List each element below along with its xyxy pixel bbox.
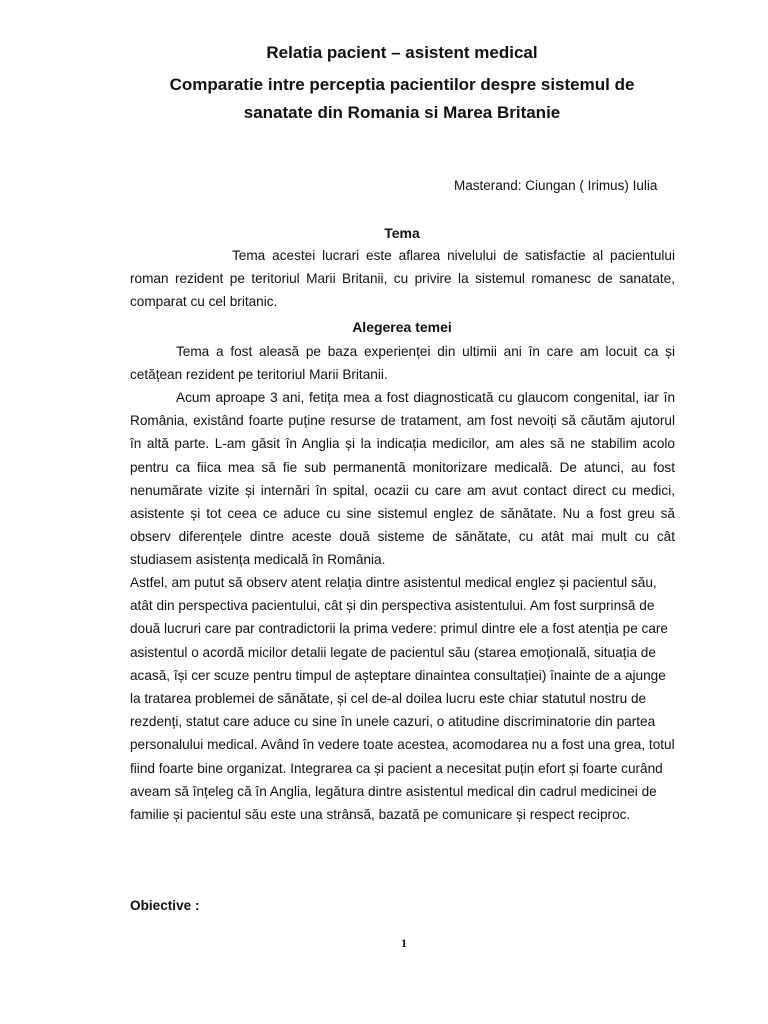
paragraph-alegerea-2: Acum aproape 3 ani, fetița mea a fost diagnosticată cu glaucom congenital, iar în România, existând foarte puține resurse de tratament, am fost nevoiți să căutăm ajutorul în altă parte. L-am găsit în Anglia și la indicația medicilor, am ales să ne stabilim acolo pentru ca fiica mea să fie sub permanentă monitorizare medicală. De atunci, au fost nenumărate vizite și internări în spital, ocazii cu care am avut contact direct cu medici, asistente și tot ceea ce aduce cu sine sistemul englez de sănătate. Nu a fost greu să observ diferențele dintre aceste două sisteme de sănătate, cu atât mai mult cu cât studiasem asistența medicală în România. [130, 390, 675, 568]
paragraph-alegerea-3: Astfel, am putut să observ atent relația dintre asistentul medical englez și pacientul său, atât din perspectiva pacientului, cât și din perspectiva asistentului. Am fost surprinsă de două lucruri care par contradictorii la prima vedere: primul dintre ele a fost atenția pe care asistentul o acordă micilor detalii legate de pacientul său (starea emoțională, situația de acasă, își cer scuze pentru timpul de așteptare dinaintea consultației) înainte de a ajunge la tratarea problemei de sănătate, și cel de-al doilea lucru este chiar statutul nostru de rezdenți, statut care aduce cu sine în unele cazuri, o atitudine discriminatorie din partea personalului medical. Având în vedere toate acestea, acomodarea nu a fost una grea, totul fiind foarte bine organizat. Integrarea ca și pacient a necesitat puțin efort și foarte curând aveam să înțeleg că în Anglia, legătura dintre asistentul medical din cadrul medicinei de familie și pacientul său este una strânsă, bazată pe comunicare și respect reciproc. [130, 575, 675, 823]
paragraph-tema: Tema acestei lucrari este aflarea nivelului de satisfactie al pacientului roman rezident pe teritoriul Marii Britanii, cu privire la sistemul romanesc de sanatate, comparat cu cel britanic. [130, 248, 675, 310]
section-heading-alegerea-temei: Alegerea temei [352, 319, 452, 335]
author-line: Masterand: Ciungan ( Irimus) Iulia [454, 178, 658, 193]
document-title-line-2: Comparatie intre perceptia pacientilor despre sistemul de [169, 75, 635, 94]
page-number: 1 [401, 936, 407, 950]
section-heading-obiective: Obiective : [130, 898, 200, 913]
section-heading-tema: Tema [384, 225, 420, 241]
document-title-line-3: sanatate din Romania si Marea Britanie [243, 103, 561, 122]
document-title-line-1: Relatia pacient – asistent medical [266, 43, 538, 62]
paragraph-alegerea-1: Tema a fost aleasă pe baza experienței din ultimii ani în care am locuit ca și cetățean rezident pe teritoriul Marii Britanii. [130, 344, 675, 383]
